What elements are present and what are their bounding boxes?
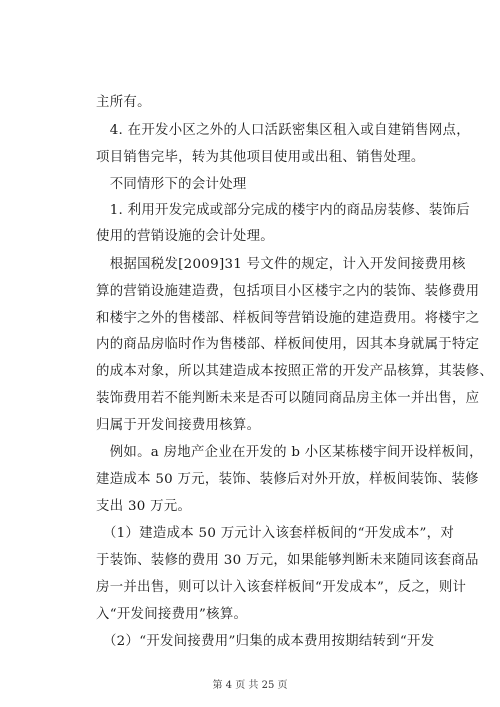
text-line: （1）建造成本 50 万元计入该套样板间的“开发成本”，对 xyxy=(96,526,455,541)
text-line: 1. 利用开发完成或部分完成的楼宇内的商品房装修、装饰后 xyxy=(96,203,470,218)
text-line: （2）“开发间接费用”归集的成本费用按期结转到“开发 xyxy=(96,634,435,649)
text-line: 使用的营销设施的会计处理。 xyxy=(96,229,274,244)
text-line: 和楼宇之外的售楼部、样板间等营销设施的建造费用。将楼宇之 xyxy=(96,311,480,326)
text-line: 支出 30 万元。 xyxy=(96,499,192,514)
text-line: 项目销售完毕，转为其他项目使用或出租、销售处理。 xyxy=(96,150,425,165)
text-line: 算的营销设施建造费，包括项目小区楼宇之内的装饰、装修费用 xyxy=(96,284,480,299)
text-line: 归属于开发间接费用核算。 xyxy=(96,418,261,433)
text-line: 建造成本 50 万元，装饰、装修后对外开放，样板间装饰、装修 xyxy=(96,472,479,487)
text-line: 例如。a 房地产企业在开发的 b 小区某栋楼宇间开设样板间， xyxy=(96,445,483,460)
text-line: 房一并出售，则可以计入该套样板间“开发成本”，反之，则计 xyxy=(96,580,467,595)
text-line: 入“开发间接费用”核算。 xyxy=(96,607,248,622)
text-line: 的成本对象，所以其建造成本按照正常的开发产品核算，其装修、 xyxy=(96,364,494,379)
text-line: 根据国税发[2009]31 号文件的规定，计入开发间接费用核 xyxy=(96,257,466,272)
page-footer: 第 4 页 共 25 页 xyxy=(212,680,288,691)
text-line: 于装饰、装修的费用 30 万元，如果能够判断未来随同该套商品 xyxy=(96,553,479,568)
text-line: 不同情形下的会计处理 xyxy=(96,177,247,192)
text-line: 内的商品房临时作为售楼部、样板间使用，因其本身就属于特定 xyxy=(96,337,480,352)
text-line: 4. 在开发小区之外的人口活跃密集区租入或自建销售网点， xyxy=(96,123,470,138)
text-line: 装饰费用若不能判断未来是否可以随同商品房主体一并出售，应 xyxy=(96,391,480,406)
text-line: 主所有。 xyxy=(96,95,151,110)
